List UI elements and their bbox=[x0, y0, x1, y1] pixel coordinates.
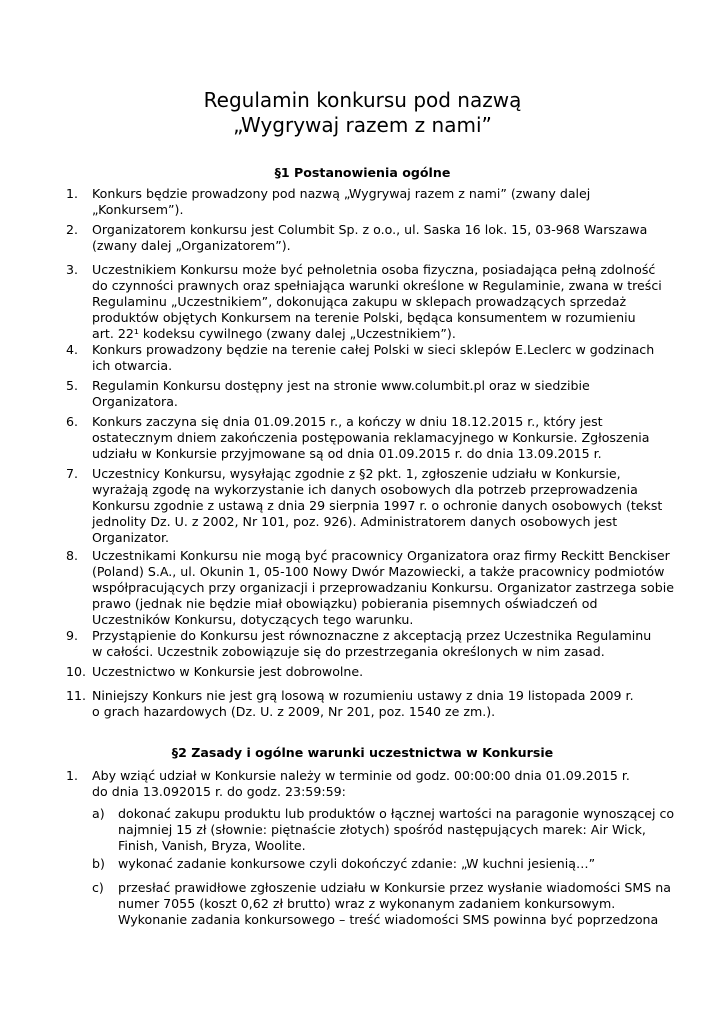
section-1-item-text bbox=[92, 628, 666, 660]
section-2-item-number: 1. bbox=[66, 768, 79, 783]
section-1-item-number: 8. bbox=[66, 548, 79, 563]
text-line: (zwany dalej „Organizatorem”). bbox=[92, 238, 291, 253]
text-line: udziału w Konkursie przyjmowane są od dnia 01.09.2015 r. do dnia 13.09.2015 r. bbox=[92, 446, 602, 461]
section-1-item-number: 11. bbox=[66, 688, 87, 703]
section-2-sub-item-number: b) bbox=[92, 856, 105, 871]
text-line: Konkurs prowadzony będzie na terenie całej Polski w sieci sklepów E.Leclerc w godzinach bbox=[92, 342, 655, 357]
text-line: współpracujących przy organizacji i przeprowadzaniu Konkursu. Organizator zastrzega sobie bbox=[92, 580, 674, 595]
text-line: o grach hazardowych (Dz. U. z 2009, Nr 201, poz. 1540 ze zm.). bbox=[92, 704, 496, 719]
section-1-item-number: 5. bbox=[66, 378, 79, 393]
text-line: Konkurs zaczyna się dnia 01.09.2015 r., a kończy w dniu 18.12.2015 r., który jest bbox=[92, 414, 603, 429]
text-line: Uczestnictwo w Konkursie jest dobrowolne. bbox=[92, 664, 364, 679]
section-2-sub-item-number: a) bbox=[92, 806, 105, 821]
text-line: art. 22¹ kodeksu cywilnego (zwany dalej „Uczestnikiem”). bbox=[92, 326, 456, 341]
section-1-item-number: 9. bbox=[66, 628, 79, 643]
section-1-item-text bbox=[92, 688, 666, 720]
section-2-heading: §2 Zasady i ogólne warunki uczestnictwa w Konkursie bbox=[171, 745, 554, 760]
text-line: jednolity Dz. U. z 2002, Nr 101, poz. 926). Administratorem danych osobowych jest bbox=[92, 514, 618, 529]
text-line: Uczestników Konkursu, dotyczących tego warunku. bbox=[92, 612, 414, 627]
section-1-item-text bbox=[92, 548, 674, 628]
text-line: produktów objętych Konkursem na terenie Polski, będąca konsumentem w rozumieniu bbox=[92, 310, 636, 325]
section-1-item-number: 2. bbox=[66, 222, 79, 237]
section-1-item-text bbox=[92, 378, 666, 410]
section-1-item-number: 6. bbox=[66, 414, 79, 429]
text-line: Wykonanie zadania konkursowego – treść wiadomości SMS powinna być poprzedzona bbox=[118, 912, 659, 927]
section-2-sub-item-text bbox=[118, 880, 671, 928]
section-1-item-text bbox=[92, 262, 666, 342]
text-line: Niniejszy Konkurs nie jest grą losową w rozumieniu ustawy z dnia 19 listopada 2009 r. bbox=[92, 688, 634, 703]
text-line: do czynności prawnych oraz spełniająca warunki określone w Regulaminie, zwana w treści bbox=[92, 278, 662, 293]
section-2-item-text bbox=[92, 768, 666, 800]
section-1-heading: §1 Postanowienia ogólne bbox=[274, 165, 451, 180]
section-1-item-number: 4. bbox=[66, 342, 79, 357]
section-1-item-text bbox=[92, 466, 666, 546]
text-line: numer 7055 (koszt 0,62 zł brutto) wraz z wykonanym zadaniem konkursowym. bbox=[118, 896, 616, 911]
section-2-sub-item-number: c) bbox=[92, 880, 104, 895]
section-1-item-number: 1. bbox=[66, 186, 79, 201]
title-line-2: „Wygrywaj razem z nami” bbox=[233, 113, 492, 137]
section-1-item-text bbox=[92, 664, 666, 680]
text-line: (Poland) S.A., ul. Okunin 1, 05-100 Nowy Dwór Mazowiecki, a także pracownicy podmiotów bbox=[92, 564, 665, 579]
text-line: Organizatorem konkursu jest Columbit Sp. z o.o., ul. Saska 16 lok. 15, 03-968 Warszawa bbox=[92, 222, 648, 237]
text-line: „Konkursem”). bbox=[92, 202, 184, 217]
text-line: Konkursu zgodnie z ustawą z dnia 29 sierpnia 1997 r. o ochronie danych osobowych (tekst bbox=[92, 498, 663, 513]
section-1-item-text bbox=[92, 414, 666, 462]
text-line: ostatecznym dniem zakończenia postępowania reklamacyjnego w Konkursie. Zgłoszenia bbox=[92, 430, 650, 445]
section-1-item-text bbox=[92, 186, 666, 218]
section-1-item-number: 7. bbox=[66, 466, 79, 481]
text-line: do dnia 13.092015 r. do godz. 23:59:59: bbox=[92, 784, 346, 799]
text-line: Regulamin Konkursu dostępny jest na stronie www.columbit.pl oraz w siedzibie bbox=[92, 378, 590, 393]
section-1-item-text bbox=[92, 222, 666, 254]
text-line: Przystąpienie do Konkursu jest równoznaczne z akceptacją przez Uczestnika Regulaminu bbox=[92, 628, 652, 643]
text-line: w całości. Uczestnik zobowiązuje się do przestrzegania określonych w nim zasad. bbox=[92, 644, 605, 659]
text-line: Organizatora. bbox=[92, 394, 178, 409]
text-line: Uczestnikiem Konkursu może być pełnoletnia osoba fizyczna, posiadająca pełną zdolność bbox=[92, 262, 656, 277]
title-line-1: Regulamin konkursu pod nazwą bbox=[203, 88, 522, 112]
text-line: Uczestnikami Konkursu nie mogą być pracownicy Organizatora oraz firmy Reckitt Benckiser bbox=[92, 548, 670, 563]
section-1-item-number: 10. bbox=[66, 664, 87, 679]
text-line: Uczestnicy Konkursu, wysyłając zgodnie z §2 pkt. 1, zgłoszenie udziału w Konkursie, bbox=[92, 466, 621, 481]
section-2-sub-item-text bbox=[118, 806, 675, 854]
text-line: prawo (jednak nie będzie miał obowiązku) pobierania pisemnych oświadczeń od bbox=[92, 596, 598, 611]
text-line: Organizator. bbox=[92, 530, 170, 545]
text-line: wykonać zadanie konkursowe czyli dokończyć zdanie: „W kuchni jesienią…” bbox=[118, 856, 596, 871]
text-line: ich otwarcia. bbox=[92, 358, 173, 373]
text-line: Finish, Vanish, Bryza, Woolite. bbox=[118, 838, 306, 853]
text-line: Regulaminu „Uczestnikiem”, dokonująca zakupu w sklepach prowadzących sprzedaż bbox=[92, 294, 627, 309]
text-line: najmniej 15 zł (słownie: piętnaście złotych) spośród następujących marek: Air Wick, bbox=[118, 822, 646, 837]
section-2-sub-item-text bbox=[118, 856, 666, 872]
text-line: Aby wziąć udział w Konkursie należy w terminie od godz. 00:00:00 dnia 01.09.2015 r. bbox=[92, 768, 630, 783]
section-1-item-number: 3. bbox=[66, 262, 79, 277]
document-title bbox=[0, 88, 725, 138]
text-line: wyrażają zgodę na wykorzystanie ich danych osobowych dla potrzeb przeprowadzenia bbox=[92, 482, 638, 497]
text-line: dokonać zakupu produktu lub produktów o łącznej wartości na paragonie wynoszącej co bbox=[118, 806, 675, 821]
text-line: przesłać prawidłowe zgłoszenie udziału w Konkursie przez wysłanie wiadomości SMS na bbox=[118, 880, 671, 895]
text-line: Konkurs będzie prowadzony pod nazwą „Wygrywaj razem z nami” (zwany dalej bbox=[92, 186, 591, 201]
section-1-item-text bbox=[92, 342, 666, 374]
